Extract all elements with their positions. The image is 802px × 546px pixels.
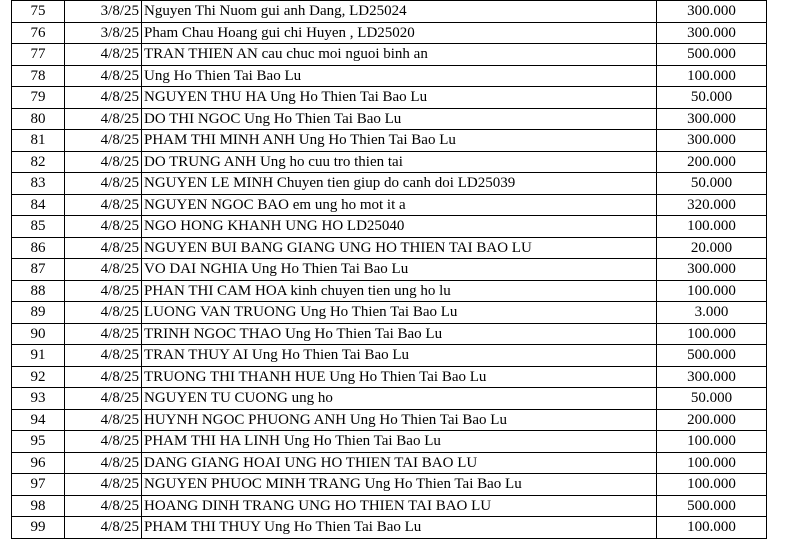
row-amount: 100.000 [657, 474, 767, 496]
row-number: 96 [12, 452, 65, 474]
row-description: NGUYEN PHUOC MINH TRANG Ung Ho Thien Tai Bao Lu [142, 474, 657, 496]
row-date: 4/8/25 [65, 237, 142, 259]
row-number: 85 [12, 216, 65, 238]
row-number: 92 [12, 366, 65, 388]
row-description: DANG GIANG HOAI UNG HO THIEN TAI BAO LU [142, 452, 657, 474]
table-row [12, 517, 767, 539]
table-row [12, 87, 767, 109]
row-amount: 50.000 [657, 388, 767, 410]
row-date: 4/8/25 [65, 474, 142, 496]
table-row [12, 452, 767, 474]
row-amount: 300.000 [657, 366, 767, 388]
row-amount: 500.000 [657, 495, 767, 517]
row-amount: 100.000 [657, 431, 767, 453]
row-date: 4/8/25 [65, 431, 142, 453]
row-description: TRAN THUY AI Ung Ho Thien Tai Bao Lu [142, 345, 657, 367]
row-amount: 300.000 [657, 130, 767, 152]
row-description: DO TRUNG ANH Ung ho cuu tro thien tai [142, 151, 657, 173]
row-number: 80 [12, 108, 65, 130]
row-date: 4/8/25 [65, 173, 142, 195]
row-description: NGUYEN BUI BANG GIANG UNG HO THIEN TAI BAO LU [142, 237, 657, 259]
row-date: 4/8/25 [65, 388, 142, 410]
row-number: 99 [12, 517, 65, 539]
row-date: 4/8/25 [65, 323, 142, 345]
table-row [12, 323, 767, 345]
row-description: PHAM THI HA LINH Ung Ho Thien Tai Bao Lu [142, 431, 657, 453]
row-amount: 3.000 [657, 302, 767, 324]
table-row [12, 345, 767, 367]
row-date: 4/8/25 [65, 65, 142, 87]
row-date: 4/8/25 [65, 130, 142, 152]
row-amount: 300.000 [657, 108, 767, 130]
table-row [12, 65, 767, 87]
row-description: NGO HONG KHANH UNG HO LD25040 [142, 216, 657, 238]
table-row [12, 474, 767, 496]
row-amount: 100.000 [657, 323, 767, 345]
row-date: 4/8/25 [65, 409, 142, 431]
table-row [12, 388, 767, 410]
table-row [12, 302, 767, 324]
row-description: NGUYEN THU HA Ung Ho Thien Tai Bao Lu [142, 87, 657, 109]
row-date: 4/8/25 [65, 452, 142, 474]
row-number: 83 [12, 173, 65, 195]
row-amount: 50.000 [657, 87, 767, 109]
row-description: PHAM THI THUY Ung Ho Thien Tai Bao Lu [142, 517, 657, 539]
table-row [12, 194, 767, 216]
row-number: 93 [12, 388, 65, 410]
row-amount: 300.000 [657, 22, 767, 44]
row-date: 4/8/25 [65, 280, 142, 302]
row-amount: 100.000 [657, 216, 767, 238]
row-amount: 300.000 [657, 259, 767, 281]
ledger-body [12, 1, 767, 539]
row-number: 95 [12, 431, 65, 453]
row-number: 79 [12, 87, 65, 109]
row-amount: 100.000 [657, 65, 767, 87]
row-description: PHAN THI CAM HOA kinh chuyen tien ung ho lu [142, 280, 657, 302]
row-amount: 50.000 [657, 173, 767, 195]
row-description: Pham Chau Hoang gui chi Huyen , LD25020 [142, 22, 657, 44]
row-description: TRUONG THI THANH HUE Ung Ho Thien Tai Bao Lu [142, 366, 657, 388]
row-number: 84 [12, 194, 65, 216]
row-number: 89 [12, 302, 65, 324]
table-row [12, 280, 767, 302]
row-number: 88 [12, 280, 65, 302]
table-row [12, 366, 767, 388]
row-description: Ung Ho Thien Tai Bao Lu [142, 65, 657, 87]
row-date: 4/8/25 [65, 345, 142, 367]
row-amount: 200.000 [657, 151, 767, 173]
row-amount: 500.000 [657, 44, 767, 66]
row-number: 77 [12, 44, 65, 66]
row-date: 3/8/25 [65, 22, 142, 44]
row-description: Nguyen Thi Nuom gui anh Dang, LD25024 [142, 1, 657, 23]
row-date: 4/8/25 [65, 108, 142, 130]
row-number: 90 [12, 323, 65, 345]
row-description: HOANG DINH TRANG UNG HO THIEN TAI BAO LU [142, 495, 657, 517]
table-row [12, 130, 767, 152]
row-description: HUYNH NGOC PHUONG ANH Ung Ho Thien Tai Bao Lu [142, 409, 657, 431]
table-row [12, 173, 767, 195]
row-number: 87 [12, 259, 65, 281]
row-number: 98 [12, 495, 65, 517]
row-number: 78 [12, 65, 65, 87]
table-row [12, 216, 767, 238]
table-row [12, 1, 767, 23]
row-number: 81 [12, 130, 65, 152]
row-amount: 20.000 [657, 237, 767, 259]
row-date: 4/8/25 [65, 495, 142, 517]
row-amount: 100.000 [657, 452, 767, 474]
row-date: 4/8/25 [65, 151, 142, 173]
row-date: 4/8/25 [65, 44, 142, 66]
next-row-cutoff [11, 542, 765, 546]
table-row [12, 237, 767, 259]
table-row [12, 44, 767, 66]
row-number: 75 [12, 1, 65, 23]
row-date: 4/8/25 [65, 87, 142, 109]
row-amount: 100.000 [657, 280, 767, 302]
row-description: TRINH NGOC THAO Ung Ho Thien Tai Bao Lu [142, 323, 657, 345]
table-row [12, 495, 767, 517]
table-row [12, 108, 767, 130]
row-number: 86 [12, 237, 65, 259]
row-description: TRAN THIEN AN cau chuc moi nguoi binh an [142, 44, 657, 66]
table-row [12, 409, 767, 431]
row-amount: 200.000 [657, 409, 767, 431]
row-date: 4/8/25 [65, 216, 142, 238]
row-description: DO THI NGOC Ung Ho Thien Tai Bao Lu [142, 108, 657, 130]
table-row [12, 431, 767, 453]
row-date: 4/8/25 [65, 302, 142, 324]
row-date: 4/8/25 [65, 259, 142, 281]
row-number: 91 [12, 345, 65, 367]
table-row [12, 259, 767, 281]
row-number: 94 [12, 409, 65, 431]
row-amount: 300.000 [657, 1, 767, 23]
row-description: LUONG VAN TRUONG Ung Ho Thien Tai Bao Lu [142, 302, 657, 324]
row-description: NGUYEN NGOC BAO em ung ho mot it a [142, 194, 657, 216]
row-description: NGUYEN TU CUONG ung ho [142, 388, 657, 410]
table-row [12, 151, 767, 173]
row-description: NGUYEN LE MINH Chuyen tien giup do canh doi LD25039 [142, 173, 657, 195]
row-amount: 500.000 [657, 345, 767, 367]
row-description: VO DAI NGHIA Ung Ho Thien Tai Bao Lu [142, 259, 657, 281]
row-amount: 100.000 [657, 517, 767, 539]
row-number: 82 [12, 151, 65, 173]
row-date: 4/8/25 [65, 366, 142, 388]
row-date: 3/8/25 [65, 1, 142, 23]
row-date: 4/8/25 [65, 517, 142, 539]
row-description: PHAM THI MINH ANH Ung Ho Thien Tai Bao Lu [142, 130, 657, 152]
table-row [12, 22, 767, 44]
row-date: 4/8/25 [65, 194, 142, 216]
row-number: 76 [12, 22, 65, 44]
row-number: 97 [12, 474, 65, 496]
row-amount: 320.000 [657, 194, 767, 216]
donation-ledger-table [11, 0, 767, 539]
